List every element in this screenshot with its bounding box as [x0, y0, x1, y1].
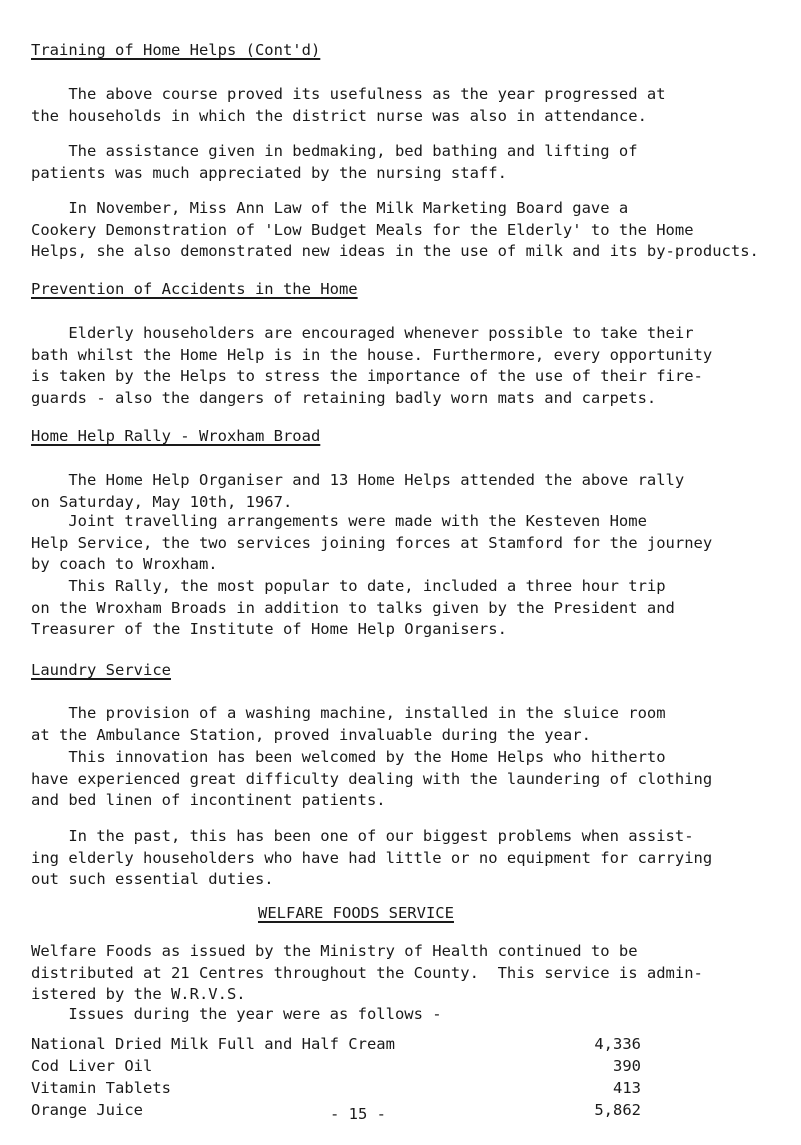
- paragraph: Joint travelling arrangements were made with the Kesteven Home Help Service, the two services joining forces at Stamford for the journey by coach to Wroxham.: [31, 512, 713, 573]
- item-value: 4,336: [594, 1035, 641, 1053]
- paragraph: Elderly householders are encouraged whenever possible to take their bath whilst the Home Help is in the house. Furthermore, every opportunity is taken by the Helps to stress the importance of the use of their fire- guards - also the dangers of retaining badly worn mats and carpets.: [31, 324, 713, 407]
- section-heading-welfare-foods: WELFARE FOODS SERVICE: [258, 904, 454, 922]
- paragraph: The provision of a washing machine, installed in the sluice room at the Ambulance Station, proved invaluable during the year.: [31, 704, 666, 744]
- section-heading-rally: Home Help Rally - Wroxham Broad: [31, 427, 321, 445]
- item-name: Cod Liver Oil: [31, 1057, 153, 1075]
- paragraph: This Rally, the most popular to date, included a three hour trip on the Wroxham Broads in addition to talks given by the President and Treasurer of the Institute of Home Help Organisers.: [31, 577, 675, 638]
- paragraph: Welfare Foods as issued by the Ministry of Health continued to be distributed at 21 Centres throughout the County. This service is admin- istered by the W.R.V.S.: [31, 942, 703, 1003]
- item-name: Orange Juice: [31, 1101, 143, 1119]
- paragraph: Issues during the year were as follows -: [31, 1005, 442, 1023]
- list-item: [31, 1034, 641, 1056]
- paragraph: In November, Miss Ann Law of the Milk Marketing Board gave a Cookery Demonstration of 'Low Budget Meals for the Elderly' to the Home Helps, she also demonstrated new ideas in the use of milk and its by-products.: [31, 199, 759, 260]
- page-number: - 15 -: [330, 1105, 386, 1123]
- item-name: Vitamin Tablets: [31, 1079, 171, 1097]
- section-heading-training: Training of Home Helps (Cont'd): [31, 41, 321, 59]
- paragraph: The assistance given in bedmaking, bed bathing and lifting of patients was much appreciated by the nursing staff.: [31, 142, 638, 182]
- item-value: 390: [613, 1057, 641, 1075]
- paragraph: This innovation has been welcomed by the Home Helps who hitherto have experienced great difficulty dealing with the laundering of clothing and bed linen of incontinent patients.: [31, 748, 713, 809]
- paragraph: In the past, this has been one of our biggest problems when assist- ing elderly householders who have had little or no equipment for carrying out such essential duties.: [31, 827, 713, 888]
- list-item: [31, 1078, 641, 1100]
- list-item: [31, 1056, 641, 1078]
- item-name: National Dried Milk Full and Half Cream: [31, 1035, 395, 1053]
- section-heading-laundry: Laundry Service: [31, 661, 171, 679]
- item-value: 413: [613, 1079, 641, 1097]
- section-heading-prevention: Prevention of Accidents in the Home: [31, 280, 358, 298]
- paragraph: The above course proved its usefulness as the year progressed at the households in which the district nurse was also in attendance.: [31, 85, 666, 125]
- item-value: 5,862: [594, 1101, 641, 1119]
- paragraph: The Home Help Organiser and 13 Home Helps attended the above rally on Saturday, May 10th, 1967.: [31, 471, 685, 511]
